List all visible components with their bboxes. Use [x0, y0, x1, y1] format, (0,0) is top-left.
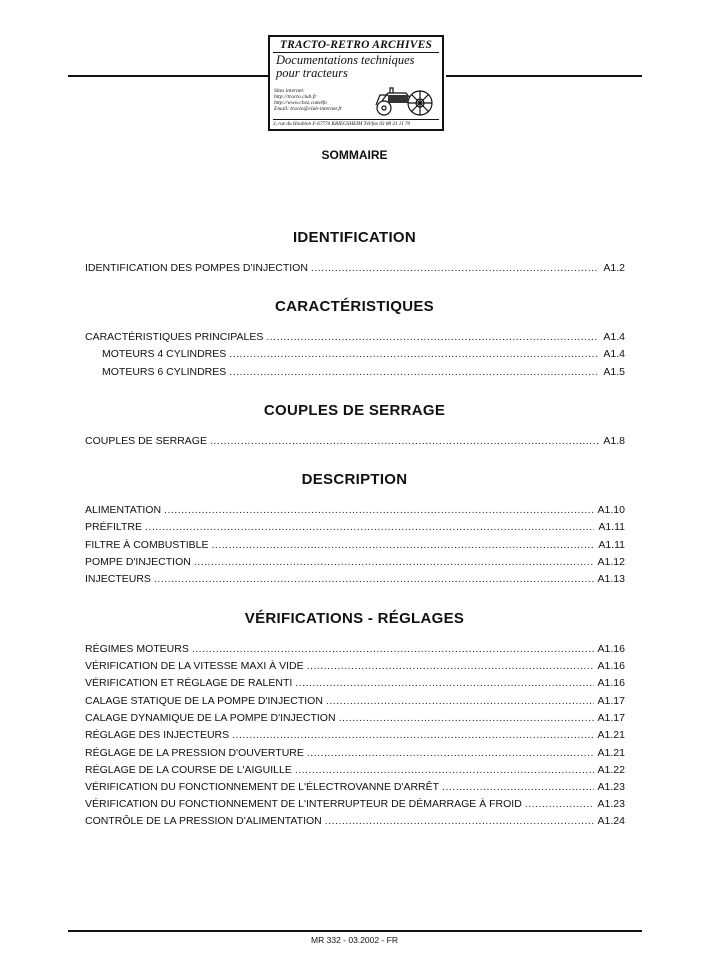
- toc-entry-page: A1.17: [597, 712, 625, 724]
- dot-leader: [154, 573, 594, 585]
- toc-entry-page: A1.5: [603, 366, 625, 378]
- toc-entry-page: A1.17: [597, 695, 625, 707]
- toc-entry: [85, 712, 625, 726]
- toc-entry-label: PRÉFILTRE: [85, 521, 142, 533]
- dot-leader: [325, 815, 594, 827]
- toc-entry-label: RÉGLAGE DE LA PRESSION D'OUVERTURE: [85, 747, 304, 759]
- toc-entry: [85, 331, 625, 345]
- footer-rule: [68, 930, 642, 932]
- toc-entry-label: CALAGE DYNAMIQUE DE LA POMPE D'INJECTION: [85, 712, 336, 724]
- toc-entry-label: VÉRIFICATION DE LA VITESSE MAXI À VIDE: [85, 660, 304, 672]
- toc-entry-label: INJECTEURS: [85, 573, 151, 585]
- toc-entry-page: A1.12: [597, 556, 625, 568]
- section-title-caracteristiques: CARACTÉRISTIQUES: [275, 298, 434, 315]
- toc-entry: [85, 747, 625, 761]
- publisher-logo: [268, 35, 444, 131]
- toc-entry: [85, 781, 625, 795]
- dot-leader: [229, 348, 599, 360]
- dot-leader: [229, 366, 599, 378]
- toc-entry-page: A1.11: [598, 521, 625, 533]
- header-rule-right: [446, 75, 642, 77]
- toc-entry-page: A1.10: [597, 504, 625, 516]
- toc-entry-label: ALIMENTATION: [85, 504, 162, 516]
- logo-site-1: http://tracto.club.fr: [274, 94, 317, 100]
- logo-sites-label: Sites internet:: [274, 88, 305, 94]
- logo-tagline-1: Documentations techniques: [276, 53, 415, 67]
- toc-entry-page: A1.16: [597, 660, 625, 672]
- dot-leader: [339, 712, 594, 724]
- toc-entry: [85, 677, 625, 691]
- toc-entry: [85, 504, 625, 518]
- header-rule-left: [68, 75, 268, 77]
- toc-entry-label: COUPLES DE SERRAGE: [85, 435, 207, 447]
- toc-entry: [85, 815, 625, 829]
- toc-entry: [85, 729, 625, 743]
- toc-entry: [85, 435, 625, 449]
- toc-entry: [85, 573, 625, 587]
- toc-entry: [85, 262, 625, 276]
- toc-entry-page: A1.21: [597, 729, 625, 741]
- logo-site-2: http://www.chez.com/tfo: [274, 100, 328, 106]
- toc-entry-label: RÉGLAGE DE LA COURSE DE L'AIGUILLE: [85, 764, 292, 776]
- toc-entry-label: MOTEURS 6 CYLINDRES: [102, 366, 227, 378]
- logo-brand: TRACTO-RETRO ARCHIVES: [273, 39, 439, 53]
- toc-entry-label: CARACTÉRISTIQUES PRINCIPALES: [85, 331, 264, 343]
- dot-leader: [295, 677, 593, 689]
- toc-entry-page: A1.4: [603, 331, 625, 343]
- toc-entry: [85, 643, 625, 657]
- toc-entry-label: POMPE D'INJECTION: [85, 556, 191, 568]
- toc-entry-label: MOTEURS 4 CYLINDRES: [102, 348, 227, 360]
- toc-entry-label: CONTRÔLE DE LA PRESSION D'ALIMENTATION: [85, 815, 322, 827]
- toc-entry-page: A1.24: [597, 815, 625, 827]
- toc-entry-page: A1.16: [597, 677, 625, 689]
- toc-entry-label: VÉRIFICATION ET RÉGLAGE DE RALENTI: [85, 677, 293, 689]
- toc-entry: [85, 764, 625, 778]
- dot-leader: [210, 435, 599, 447]
- dot-leader: [192, 643, 594, 655]
- toc-entry: [85, 660, 625, 674]
- toc-entry-label: IDENTIFICATION DES POMPES D'INJECTION: [85, 262, 308, 274]
- dot-leader: [326, 695, 594, 707]
- toc-entry-label: VÉRIFICATION DU FONCTIONNEMENT DE L'ÉLECTROVANNE D'ARRÊT: [85, 781, 440, 793]
- dot-leader: [194, 556, 594, 568]
- section-title-couples-de-serrage: COUPLES DE SERRAGE: [263, 402, 446, 419]
- dot-leader: [212, 539, 595, 551]
- logo-email: Email: tracto@club-internet.fr: [274, 106, 342, 112]
- toc-entry-page: A1.13: [597, 573, 625, 585]
- toc-entry-page: A1.11: [598, 539, 625, 551]
- toc-entry-page: A1.23: [597, 781, 625, 793]
- toc-entry-page: A1.21: [597, 747, 625, 759]
- toc-entry: [85, 695, 625, 709]
- dot-leader: [307, 660, 594, 672]
- toc-entry-page: A1.23: [597, 798, 625, 810]
- dot-leader: [164, 504, 594, 516]
- dot-leader: [266, 331, 599, 343]
- footer-reference: MR 332 - 03.2002 - FR: [311, 935, 398, 945]
- toc-entry-page: A1.2: [603, 262, 625, 274]
- toc-entry: [85, 556, 625, 570]
- toc-entry-label: FILTRE À COMBUSTIBLE: [85, 539, 209, 551]
- logo-tagline-2: pour tracteurs: [276, 66, 348, 80]
- toc-entry-label: VÉRIFICATION DU FONCTIONNEMENT DE L'INTERRUPTEUR DE DÉMARRAGE À FROID: [85, 798, 522, 810]
- dot-leader: [307, 747, 594, 759]
- toc-entry: [85, 798, 625, 812]
- tractor-icon: [368, 83, 438, 117]
- section-title-description: DESCRIPTION: [301, 471, 408, 488]
- toc-entry-label: CALAGE STATIQUE DE LA POMPE D'INJECTION: [85, 695, 323, 707]
- toc-entry-page: A1.22: [597, 764, 625, 776]
- logo-address: 3, rue du Houblon F-67770 KRIEGSHEIM Tél/fax 03 88 31 11 70: [273, 119, 439, 128]
- toc-entry-page: A1.16: [597, 643, 625, 655]
- toc-entry-label: RÉGIMES MOTEURS: [85, 643, 189, 655]
- toc-entry: [85, 366, 625, 380]
- toc-entry: [85, 521, 625, 535]
- toc-entry: [85, 539, 625, 553]
- section-title-identification: IDENTIFICATION: [292, 229, 417, 246]
- dot-leader: [145, 521, 594, 533]
- section-title-verifications-reglages: VÉRIFICATIONS - RÉGLAGES: [244, 610, 465, 627]
- dot-leader: [295, 764, 594, 776]
- toc-entry-label: RÉGLAGE DES INJECTEURS: [85, 729, 230, 741]
- toc-entry-page: A1.8: [603, 435, 625, 447]
- toc-entry-page: A1.4: [603, 348, 625, 360]
- page-title: SOMMAIRE: [321, 148, 388, 162]
- toc-entry: [85, 348, 625, 362]
- dot-leader: [525, 798, 594, 810]
- dot-leader: [232, 729, 593, 741]
- dot-leader: [311, 262, 599, 274]
- dot-leader: [442, 781, 594, 793]
